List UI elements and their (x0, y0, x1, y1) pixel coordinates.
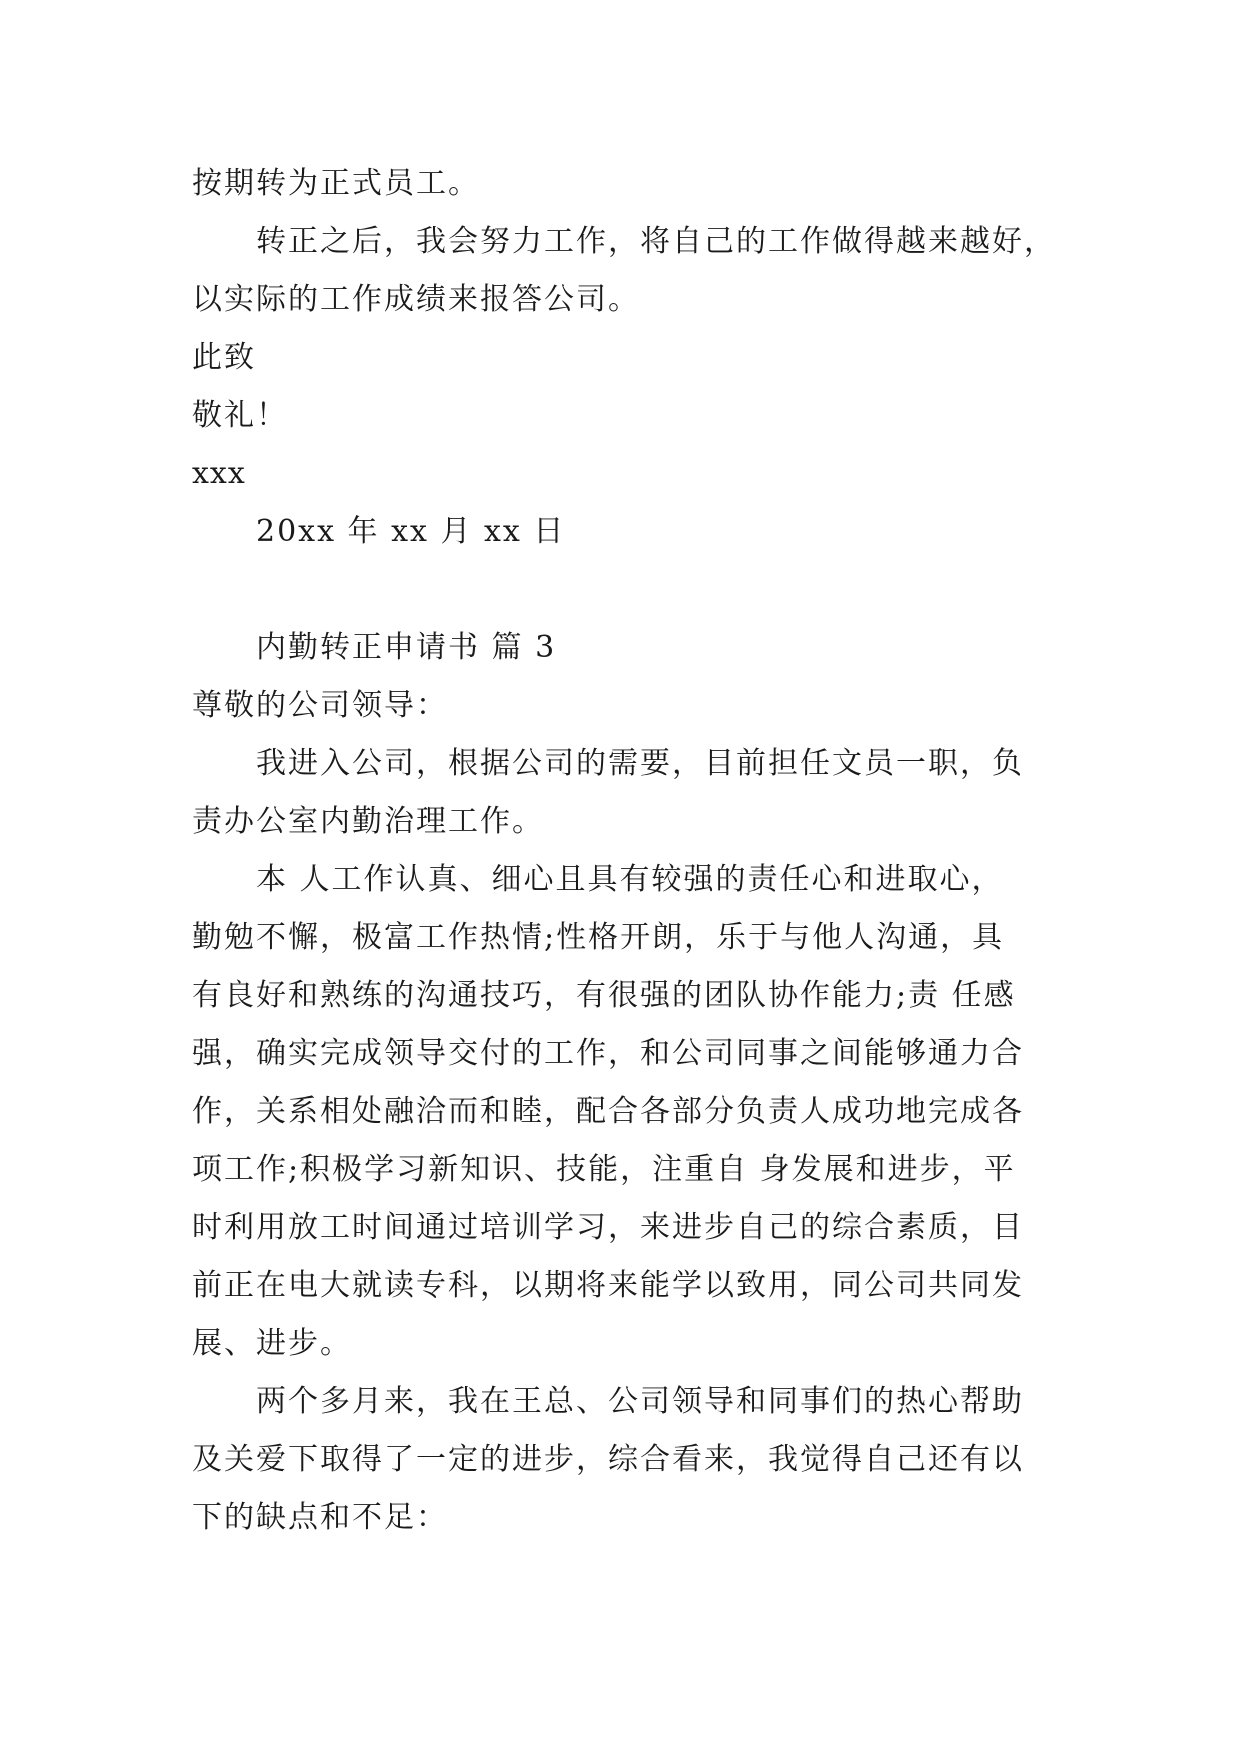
text-line: 展、进步。 (192, 1326, 352, 1361)
text-line: 作，关系相处融洽而和睦，配合各部分负责人成功地完成各 (192, 1094, 1024, 1129)
text-line: 前正在电大就读专科，以期将来能学以致用，同公司共同发 (192, 1268, 1024, 1303)
text-line: 按期转为正式员工。 (192, 166, 480, 201)
closing-salutation: 此致 (192, 340, 256, 375)
letter-salutation: 尊敬的公司领导： (192, 688, 448, 723)
text-line: 有良好和熟练的沟通技巧，有很强的团队协作能力;责 任感 (192, 978, 1016, 1013)
text-line: 我进入公司，根据公司的需要，目前担任文员一职，负 (256, 746, 1024, 781)
text-line: 强，确实完成领导交付的工作，和公司同事之间能够通力合 (192, 1036, 1024, 1071)
text-line: 项工作;积极学习新知识、技能，注重自 身发展和进步，平 (192, 1152, 1016, 1187)
text-line: 以实际的工作成绩来报答公司。 (192, 282, 640, 317)
text-line: 及关爱下取得了一定的进步，综合看来，我觉得自己还有以 (192, 1442, 1024, 1477)
text-line: 下的缺点和不足： (192, 1500, 448, 1535)
text-line: 时利用放工时间通过培训学习，来进步自己的综合素质，目 (192, 1210, 1024, 1245)
text-line: 本 人工作认真、细心且具有较强的责任心和进取心， (256, 862, 1004, 897)
signature-date: 20xx 年 xx 月 xx 日 (256, 514, 566, 549)
text-line: 责办公室内勤治理工作。 (192, 804, 544, 839)
text-line: 转正之后，我会努力工作，将自己的工作做得越来越好， (256, 224, 1056, 259)
text-line: 勤勉不懈，极富工作热情;性格开朗，乐于与他人沟通，具 (192, 920, 1005, 955)
closing-regards: 敬礼！ (192, 398, 288, 433)
section-heading: 内勤转正申请书 篇 3 (256, 630, 557, 665)
signature-name: xxx (192, 456, 246, 491)
text-line: 两个多月来，我在王总、公司领导和同事们的热心帮助 (256, 1384, 1024, 1419)
